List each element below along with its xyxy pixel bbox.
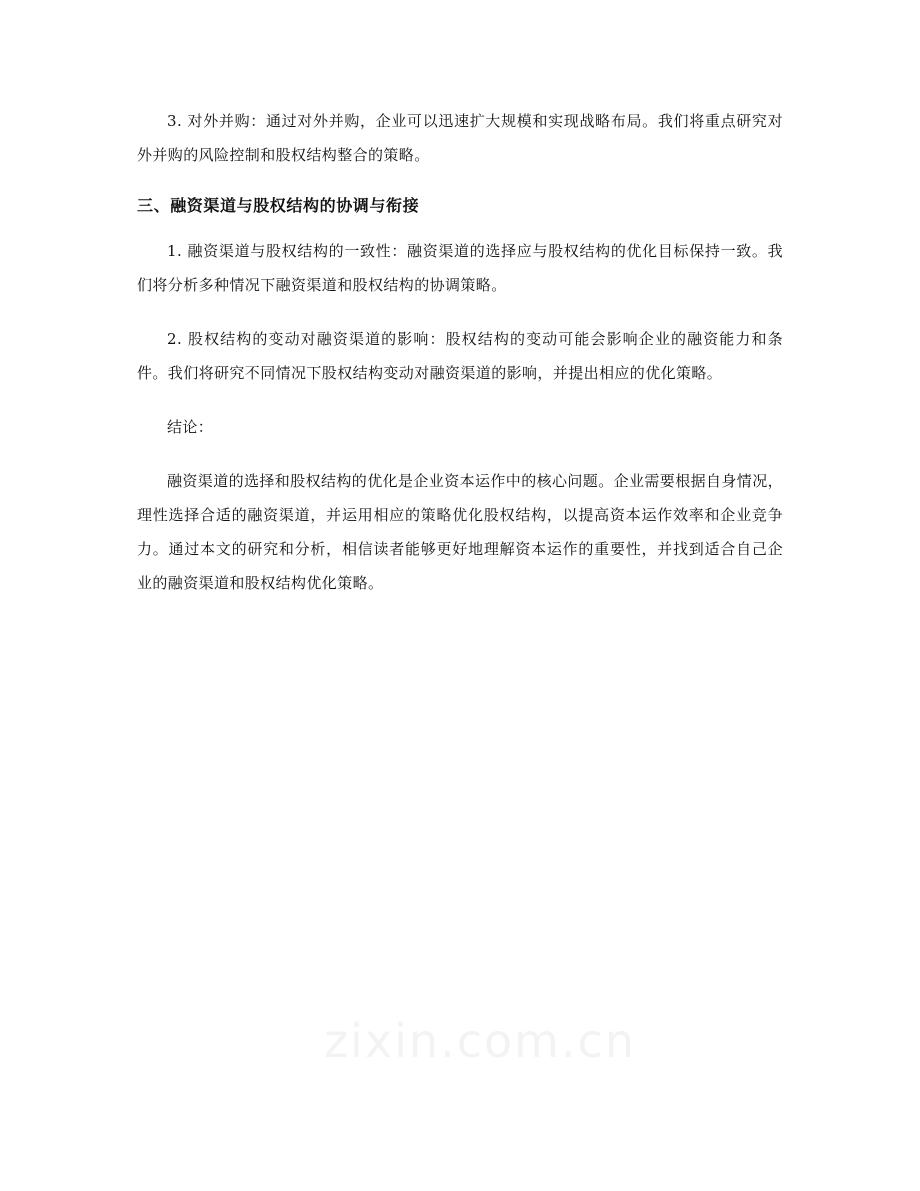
paragraph-external-acquisition: 3. 对外并购：通过对外并购，企业可以迅速扩大规模和实现战略布局。我们将重点研究对外并购的风险控制和股权结构整合的策略。 xyxy=(137,112,783,164)
conclusion-paragraph: 融资渠道的选择和股权结构的优化是企业资本运作中的核心问题。企业需要根据自身情况，理性选择合适的融资渠道，并运用相应的策略优化股权结构，以提高资本运作效率和企业竞争力。通过本文的研究和分析，相信读者能够更好地理解资本运作的重要性，并找到适合自己企业的融资渠道和股权结构优化策略。 xyxy=(137,472,784,592)
section-heading: 三、融资渠道与股权结构的协调与衔接 xyxy=(137,196,420,215)
document-body xyxy=(137,104,783,620)
watermark: zixin.com.cn xyxy=(323,1014,637,1068)
paragraph-equity-change-impact: 2. 股权结构的变动对融资渠道的影响：股权结构的变动可能会影响企业的融资能力和条件。我们将研究不同情况下股权结构变动对融资渠道的影响，并提出相应的优化策略。 xyxy=(137,330,783,382)
paragraph-consistency: 1. 融资渠道与股权结构的一致性：融资渠道的选择应与股权结构的优化目标保持一致。我们将分析多种情况下融资渠道和股权结构的协调策略。 xyxy=(137,242,783,294)
conclusion-label: 结论： xyxy=(167,418,214,436)
